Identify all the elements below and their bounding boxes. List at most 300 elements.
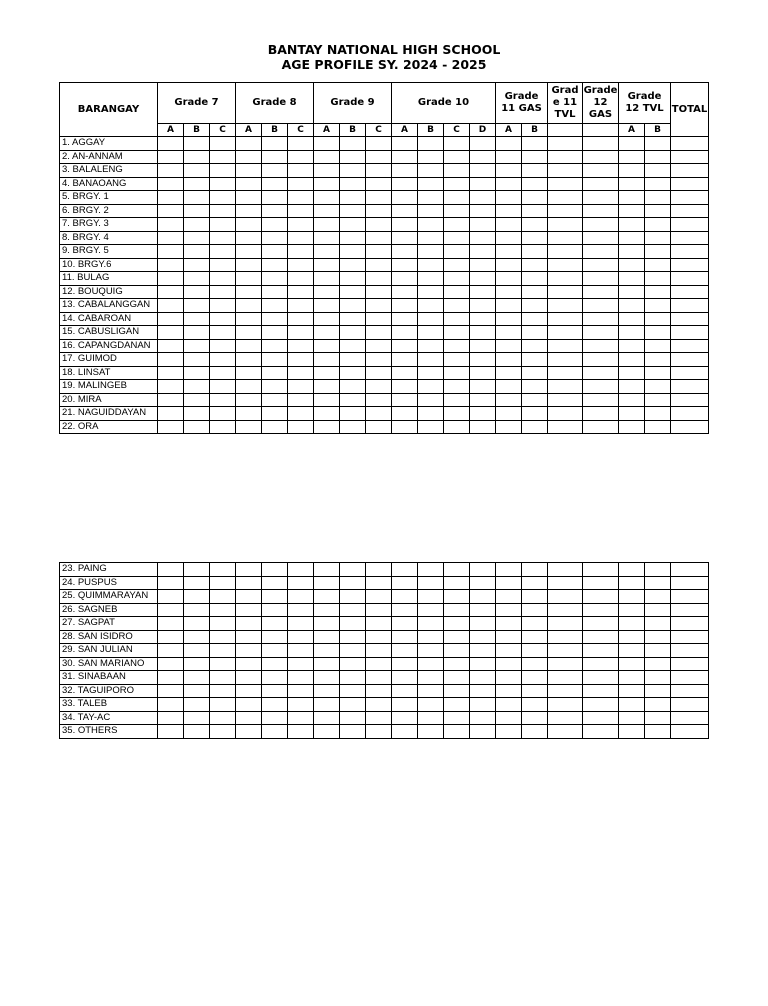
data-cell[interactable] bbox=[158, 617, 184, 631]
data-cell[interactable] bbox=[236, 576, 262, 590]
data-cell[interactable] bbox=[444, 603, 470, 617]
data-cell[interactable] bbox=[314, 150, 340, 164]
data-cell[interactable] bbox=[314, 137, 340, 151]
data-cell[interactable] bbox=[645, 407, 671, 421]
data-cell[interactable] bbox=[184, 204, 210, 218]
data-cell[interactable] bbox=[522, 563, 548, 577]
data-cell[interactable] bbox=[645, 204, 671, 218]
data-cell[interactable] bbox=[288, 191, 314, 205]
data-cell[interactable] bbox=[184, 258, 210, 272]
data-cell[interactable] bbox=[645, 164, 671, 178]
data-cell[interactable] bbox=[418, 366, 444, 380]
data-cell[interactable] bbox=[522, 684, 548, 698]
data-cell[interactable] bbox=[392, 312, 418, 326]
data-cell[interactable] bbox=[210, 671, 236, 685]
data-cell[interactable] bbox=[522, 326, 548, 340]
data-cell[interactable] bbox=[444, 657, 470, 671]
data-cell[interactable] bbox=[583, 698, 619, 712]
data-cell[interactable] bbox=[314, 380, 340, 394]
data-cell[interactable] bbox=[236, 380, 262, 394]
data-cell[interactable] bbox=[619, 191, 645, 205]
data-cell[interactable] bbox=[418, 563, 444, 577]
data-cell[interactable] bbox=[210, 603, 236, 617]
data-cell[interactable] bbox=[583, 164, 619, 178]
data-cell[interactable] bbox=[158, 420, 184, 434]
data-cell[interactable] bbox=[236, 164, 262, 178]
data-cell[interactable] bbox=[288, 563, 314, 577]
data-cell[interactable] bbox=[470, 644, 496, 658]
data-cell[interactable] bbox=[314, 590, 340, 604]
data-cell[interactable] bbox=[671, 218, 709, 232]
data-cell[interactable] bbox=[210, 576, 236, 590]
data-cell[interactable] bbox=[366, 366, 392, 380]
data-cell[interactable] bbox=[340, 299, 366, 313]
data-cell[interactable] bbox=[392, 353, 418, 367]
data-cell[interactable] bbox=[470, 164, 496, 178]
data-cell[interactable] bbox=[262, 299, 288, 313]
data-cell[interactable] bbox=[236, 285, 262, 299]
data-cell[interactable] bbox=[444, 725, 470, 739]
data-cell[interactable] bbox=[522, 407, 548, 421]
data-cell[interactable] bbox=[583, 563, 619, 577]
data-cell[interactable] bbox=[645, 630, 671, 644]
data-cell[interactable] bbox=[619, 590, 645, 604]
data-cell[interactable] bbox=[548, 312, 583, 326]
data-cell[interactable] bbox=[210, 644, 236, 658]
data-cell[interactable] bbox=[392, 671, 418, 685]
data-cell[interactable] bbox=[340, 312, 366, 326]
data-cell[interactable] bbox=[314, 177, 340, 191]
data-cell[interactable] bbox=[184, 563, 210, 577]
data-cell[interactable] bbox=[548, 137, 583, 151]
data-cell[interactable] bbox=[671, 191, 709, 205]
data-cell[interactable] bbox=[522, 272, 548, 286]
data-cell[interactable] bbox=[288, 218, 314, 232]
data-cell[interactable] bbox=[262, 698, 288, 712]
data-cell[interactable] bbox=[619, 137, 645, 151]
data-cell[interactable] bbox=[158, 191, 184, 205]
data-cell[interactable] bbox=[671, 272, 709, 286]
data-cell[interactable] bbox=[340, 698, 366, 712]
data-cell[interactable] bbox=[522, 725, 548, 739]
data-cell[interactable] bbox=[340, 380, 366, 394]
data-cell[interactable] bbox=[444, 164, 470, 178]
data-cell[interactable] bbox=[340, 603, 366, 617]
data-cell[interactable] bbox=[366, 285, 392, 299]
data-cell[interactable] bbox=[418, 576, 444, 590]
data-cell[interactable] bbox=[671, 326, 709, 340]
data-cell[interactable] bbox=[444, 644, 470, 658]
data-cell[interactable] bbox=[583, 272, 619, 286]
data-cell[interactable] bbox=[496, 420, 522, 434]
data-cell[interactable] bbox=[583, 420, 619, 434]
data-cell[interactable] bbox=[418, 231, 444, 245]
data-cell[interactable] bbox=[671, 245, 709, 259]
data-cell[interactable] bbox=[392, 393, 418, 407]
data-cell[interactable] bbox=[340, 218, 366, 232]
data-cell[interactable] bbox=[645, 299, 671, 313]
data-cell[interactable] bbox=[470, 150, 496, 164]
data-cell[interactable] bbox=[671, 407, 709, 421]
data-cell[interactable] bbox=[158, 150, 184, 164]
data-cell[interactable] bbox=[619, 698, 645, 712]
data-cell[interactable] bbox=[496, 204, 522, 218]
data-cell[interactable] bbox=[619, 644, 645, 658]
data-cell[interactable] bbox=[548, 657, 583, 671]
data-cell[interactable] bbox=[645, 644, 671, 658]
data-cell[interactable] bbox=[444, 563, 470, 577]
data-cell[interactable] bbox=[392, 164, 418, 178]
data-cell[interactable] bbox=[619, 312, 645, 326]
data-cell[interactable] bbox=[366, 272, 392, 286]
data-cell[interactable] bbox=[288, 393, 314, 407]
data-cell[interactable] bbox=[645, 380, 671, 394]
data-cell[interactable] bbox=[583, 657, 619, 671]
data-cell[interactable] bbox=[522, 150, 548, 164]
data-cell[interactable] bbox=[583, 137, 619, 151]
data-cell[interactable] bbox=[366, 204, 392, 218]
data-cell[interactable] bbox=[158, 657, 184, 671]
data-cell[interactable] bbox=[184, 576, 210, 590]
data-cell[interactable] bbox=[340, 576, 366, 590]
data-cell[interactable] bbox=[548, 590, 583, 604]
data-cell[interactable] bbox=[314, 644, 340, 658]
data-cell[interactable] bbox=[314, 630, 340, 644]
data-cell[interactable] bbox=[548, 725, 583, 739]
data-cell[interactable] bbox=[184, 698, 210, 712]
data-cell[interactable] bbox=[184, 299, 210, 313]
data-cell[interactable] bbox=[210, 725, 236, 739]
data-cell[interactable] bbox=[262, 671, 288, 685]
data-cell[interactable] bbox=[522, 218, 548, 232]
data-cell[interactable] bbox=[314, 231, 340, 245]
data-cell[interactable] bbox=[671, 312, 709, 326]
data-cell[interactable] bbox=[366, 684, 392, 698]
data-cell[interactable] bbox=[288, 576, 314, 590]
data-cell[interactable] bbox=[158, 563, 184, 577]
data-cell[interactable] bbox=[418, 407, 444, 421]
data-cell[interactable] bbox=[158, 725, 184, 739]
data-cell[interactable] bbox=[210, 353, 236, 367]
data-cell[interactable] bbox=[340, 393, 366, 407]
data-cell[interactable] bbox=[210, 393, 236, 407]
data-cell[interactable] bbox=[645, 711, 671, 725]
data-cell[interactable] bbox=[288, 711, 314, 725]
data-cell[interactable] bbox=[522, 630, 548, 644]
data-cell[interactable] bbox=[619, 603, 645, 617]
data-cell[interactable] bbox=[444, 353, 470, 367]
data-cell[interactable] bbox=[184, 366, 210, 380]
data-cell[interactable] bbox=[619, 353, 645, 367]
data-cell[interactable] bbox=[470, 407, 496, 421]
data-cell[interactable] bbox=[262, 245, 288, 259]
data-cell[interactable] bbox=[210, 164, 236, 178]
data-cell[interactable] bbox=[288, 326, 314, 340]
data-cell[interactable] bbox=[619, 218, 645, 232]
data-cell[interactable] bbox=[236, 644, 262, 658]
data-cell[interactable] bbox=[671, 258, 709, 272]
data-cell[interactable] bbox=[619, 380, 645, 394]
data-cell[interactable] bbox=[496, 698, 522, 712]
data-cell[interactable] bbox=[583, 285, 619, 299]
data-cell[interactable] bbox=[496, 590, 522, 604]
data-cell[interactable] bbox=[340, 258, 366, 272]
data-cell[interactable] bbox=[645, 657, 671, 671]
data-cell[interactable] bbox=[288, 299, 314, 313]
data-cell[interactable] bbox=[444, 407, 470, 421]
data-cell[interactable] bbox=[645, 617, 671, 631]
data-cell[interactable] bbox=[340, 285, 366, 299]
data-cell[interactable] bbox=[262, 684, 288, 698]
data-cell[interactable] bbox=[470, 563, 496, 577]
data-cell[interactable] bbox=[184, 245, 210, 259]
data-cell[interactable] bbox=[236, 393, 262, 407]
data-cell[interactable] bbox=[418, 603, 444, 617]
data-cell[interactable] bbox=[262, 285, 288, 299]
data-cell[interactable] bbox=[496, 380, 522, 394]
data-cell[interactable] bbox=[522, 590, 548, 604]
data-cell[interactable] bbox=[262, 603, 288, 617]
data-cell[interactable] bbox=[619, 657, 645, 671]
data-cell[interactable] bbox=[522, 177, 548, 191]
data-cell[interactable] bbox=[366, 671, 392, 685]
data-cell[interactable] bbox=[392, 725, 418, 739]
data-cell[interactable] bbox=[418, 657, 444, 671]
data-cell[interactable] bbox=[158, 339, 184, 353]
data-cell[interactable] bbox=[619, 684, 645, 698]
data-cell[interactable] bbox=[236, 630, 262, 644]
data-cell[interactable] bbox=[548, 204, 583, 218]
data-cell[interactable] bbox=[366, 698, 392, 712]
data-cell[interactable] bbox=[496, 285, 522, 299]
data-cell[interactable] bbox=[366, 245, 392, 259]
data-cell[interactable] bbox=[444, 285, 470, 299]
data-cell[interactable] bbox=[619, 150, 645, 164]
data-cell[interactable] bbox=[158, 258, 184, 272]
data-cell[interactable] bbox=[236, 299, 262, 313]
data-cell[interactable] bbox=[470, 684, 496, 698]
data-cell[interactable] bbox=[418, 272, 444, 286]
data-cell[interactable] bbox=[340, 177, 366, 191]
data-cell[interactable] bbox=[158, 272, 184, 286]
data-cell[interactable] bbox=[418, 380, 444, 394]
data-cell[interactable] bbox=[470, 711, 496, 725]
data-cell[interactable] bbox=[262, 137, 288, 151]
data-cell[interactable] bbox=[671, 177, 709, 191]
data-cell[interactable] bbox=[366, 177, 392, 191]
data-cell[interactable] bbox=[184, 711, 210, 725]
data-cell[interactable] bbox=[236, 563, 262, 577]
data-cell[interactable] bbox=[210, 326, 236, 340]
data-cell[interactable] bbox=[314, 218, 340, 232]
data-cell[interactable] bbox=[418, 326, 444, 340]
data-cell[interactable] bbox=[210, 191, 236, 205]
data-cell[interactable] bbox=[496, 164, 522, 178]
data-cell[interactable] bbox=[583, 576, 619, 590]
data-cell[interactable] bbox=[418, 353, 444, 367]
data-cell[interactable] bbox=[522, 380, 548, 394]
data-cell[interactable] bbox=[366, 407, 392, 421]
data-cell[interactable] bbox=[671, 353, 709, 367]
data-cell[interactable] bbox=[366, 380, 392, 394]
data-cell[interactable] bbox=[444, 218, 470, 232]
data-cell[interactable] bbox=[236, 353, 262, 367]
data-cell[interactable] bbox=[645, 272, 671, 286]
data-cell[interactable] bbox=[288, 684, 314, 698]
data-cell[interactable] bbox=[522, 657, 548, 671]
data-cell[interactable] bbox=[392, 407, 418, 421]
data-cell[interactable] bbox=[314, 576, 340, 590]
data-cell[interactable] bbox=[262, 407, 288, 421]
data-cell[interactable] bbox=[583, 617, 619, 631]
data-cell[interactable] bbox=[548, 339, 583, 353]
data-cell[interactable] bbox=[314, 258, 340, 272]
data-cell[interactable] bbox=[184, 671, 210, 685]
data-cell[interactable] bbox=[522, 312, 548, 326]
data-cell[interactable] bbox=[158, 353, 184, 367]
data-cell[interactable] bbox=[288, 339, 314, 353]
data-cell[interactable] bbox=[184, 272, 210, 286]
data-cell[interactable] bbox=[314, 698, 340, 712]
data-cell[interactable] bbox=[184, 137, 210, 151]
data-cell[interactable] bbox=[340, 725, 366, 739]
data-cell[interactable] bbox=[470, 603, 496, 617]
data-cell[interactable] bbox=[340, 407, 366, 421]
data-cell[interactable] bbox=[583, 711, 619, 725]
data-cell[interactable] bbox=[340, 684, 366, 698]
data-cell[interactable] bbox=[444, 272, 470, 286]
data-cell[interactable] bbox=[158, 366, 184, 380]
data-cell[interactable] bbox=[392, 630, 418, 644]
data-cell[interactable] bbox=[236, 407, 262, 421]
data-cell[interactable] bbox=[392, 204, 418, 218]
data-cell[interactable] bbox=[184, 339, 210, 353]
data-cell[interactable] bbox=[158, 218, 184, 232]
data-cell[interactable] bbox=[671, 603, 709, 617]
data-cell[interactable] bbox=[288, 285, 314, 299]
data-cell[interactable] bbox=[671, 711, 709, 725]
data-cell[interactable] bbox=[236, 725, 262, 739]
data-cell[interactable] bbox=[158, 231, 184, 245]
data-cell[interactable] bbox=[496, 258, 522, 272]
data-cell[interactable] bbox=[340, 711, 366, 725]
data-cell[interactable] bbox=[184, 191, 210, 205]
data-cell[interactable] bbox=[314, 563, 340, 577]
data-cell[interactable] bbox=[418, 590, 444, 604]
data-cell[interactable] bbox=[522, 698, 548, 712]
data-cell[interactable] bbox=[470, 671, 496, 685]
data-cell[interactable] bbox=[366, 393, 392, 407]
data-cell[interactable] bbox=[210, 366, 236, 380]
data-cell[interactable] bbox=[619, 177, 645, 191]
data-cell[interactable] bbox=[444, 204, 470, 218]
data-cell[interactable] bbox=[314, 191, 340, 205]
data-cell[interactable] bbox=[470, 617, 496, 631]
data-cell[interactable] bbox=[583, 191, 619, 205]
data-cell[interactable] bbox=[619, 407, 645, 421]
data-cell[interactable] bbox=[184, 164, 210, 178]
data-cell[interactable] bbox=[210, 698, 236, 712]
data-cell[interactable] bbox=[418, 420, 444, 434]
data-cell[interactable] bbox=[288, 258, 314, 272]
data-cell[interactable] bbox=[262, 420, 288, 434]
data-cell[interactable] bbox=[496, 353, 522, 367]
data-cell[interactable] bbox=[496, 563, 522, 577]
data-cell[interactable] bbox=[671, 231, 709, 245]
data-cell[interactable] bbox=[444, 380, 470, 394]
data-cell[interactable] bbox=[262, 258, 288, 272]
data-cell[interactable] bbox=[314, 393, 340, 407]
data-cell[interactable] bbox=[522, 299, 548, 313]
data-cell[interactable] bbox=[470, 191, 496, 205]
data-cell[interactable] bbox=[548, 644, 583, 658]
data-cell[interactable] bbox=[392, 191, 418, 205]
data-cell[interactable] bbox=[366, 711, 392, 725]
data-cell[interactable] bbox=[548, 630, 583, 644]
data-cell[interactable] bbox=[392, 137, 418, 151]
data-cell[interactable] bbox=[548, 231, 583, 245]
data-cell[interactable] bbox=[288, 177, 314, 191]
data-cell[interactable] bbox=[262, 644, 288, 658]
data-cell[interactable] bbox=[366, 420, 392, 434]
data-cell[interactable] bbox=[496, 617, 522, 631]
data-cell[interactable] bbox=[210, 630, 236, 644]
data-cell[interactable] bbox=[184, 603, 210, 617]
data-cell[interactable] bbox=[548, 380, 583, 394]
data-cell[interactable] bbox=[522, 285, 548, 299]
data-cell[interactable] bbox=[619, 366, 645, 380]
data-cell[interactable] bbox=[392, 657, 418, 671]
data-cell[interactable] bbox=[210, 150, 236, 164]
data-cell[interactable] bbox=[619, 285, 645, 299]
data-cell[interactable] bbox=[496, 644, 522, 658]
data-cell[interactable] bbox=[340, 191, 366, 205]
data-cell[interactable] bbox=[619, 245, 645, 259]
data-cell[interactable] bbox=[645, 603, 671, 617]
data-cell[interactable] bbox=[392, 603, 418, 617]
data-cell[interactable] bbox=[645, 191, 671, 205]
data-cell[interactable] bbox=[366, 590, 392, 604]
data-cell[interactable] bbox=[496, 191, 522, 205]
data-cell[interactable] bbox=[470, 231, 496, 245]
data-cell[interactable] bbox=[583, 299, 619, 313]
data-cell[interactable] bbox=[418, 177, 444, 191]
data-cell[interactable] bbox=[210, 218, 236, 232]
data-cell[interactable] bbox=[314, 420, 340, 434]
data-cell[interactable] bbox=[210, 563, 236, 577]
data-cell[interactable] bbox=[619, 204, 645, 218]
data-cell[interactable] bbox=[496, 630, 522, 644]
data-cell[interactable] bbox=[418, 150, 444, 164]
data-cell[interactable] bbox=[522, 231, 548, 245]
data-cell[interactable] bbox=[314, 711, 340, 725]
data-cell[interactable] bbox=[288, 245, 314, 259]
data-cell[interactable] bbox=[262, 218, 288, 232]
data-cell[interactable] bbox=[236, 617, 262, 631]
data-cell[interactable] bbox=[366, 617, 392, 631]
data-cell[interactable] bbox=[418, 164, 444, 178]
data-cell[interactable] bbox=[496, 272, 522, 286]
data-cell[interactable] bbox=[418, 617, 444, 631]
data-cell[interactable] bbox=[184, 393, 210, 407]
data-cell[interactable] bbox=[645, 353, 671, 367]
data-cell[interactable] bbox=[470, 366, 496, 380]
data-cell[interactable] bbox=[522, 393, 548, 407]
data-cell[interactable] bbox=[288, 603, 314, 617]
data-cell[interactable] bbox=[444, 590, 470, 604]
data-cell[interactable] bbox=[619, 725, 645, 739]
data-cell[interactable] bbox=[210, 312, 236, 326]
